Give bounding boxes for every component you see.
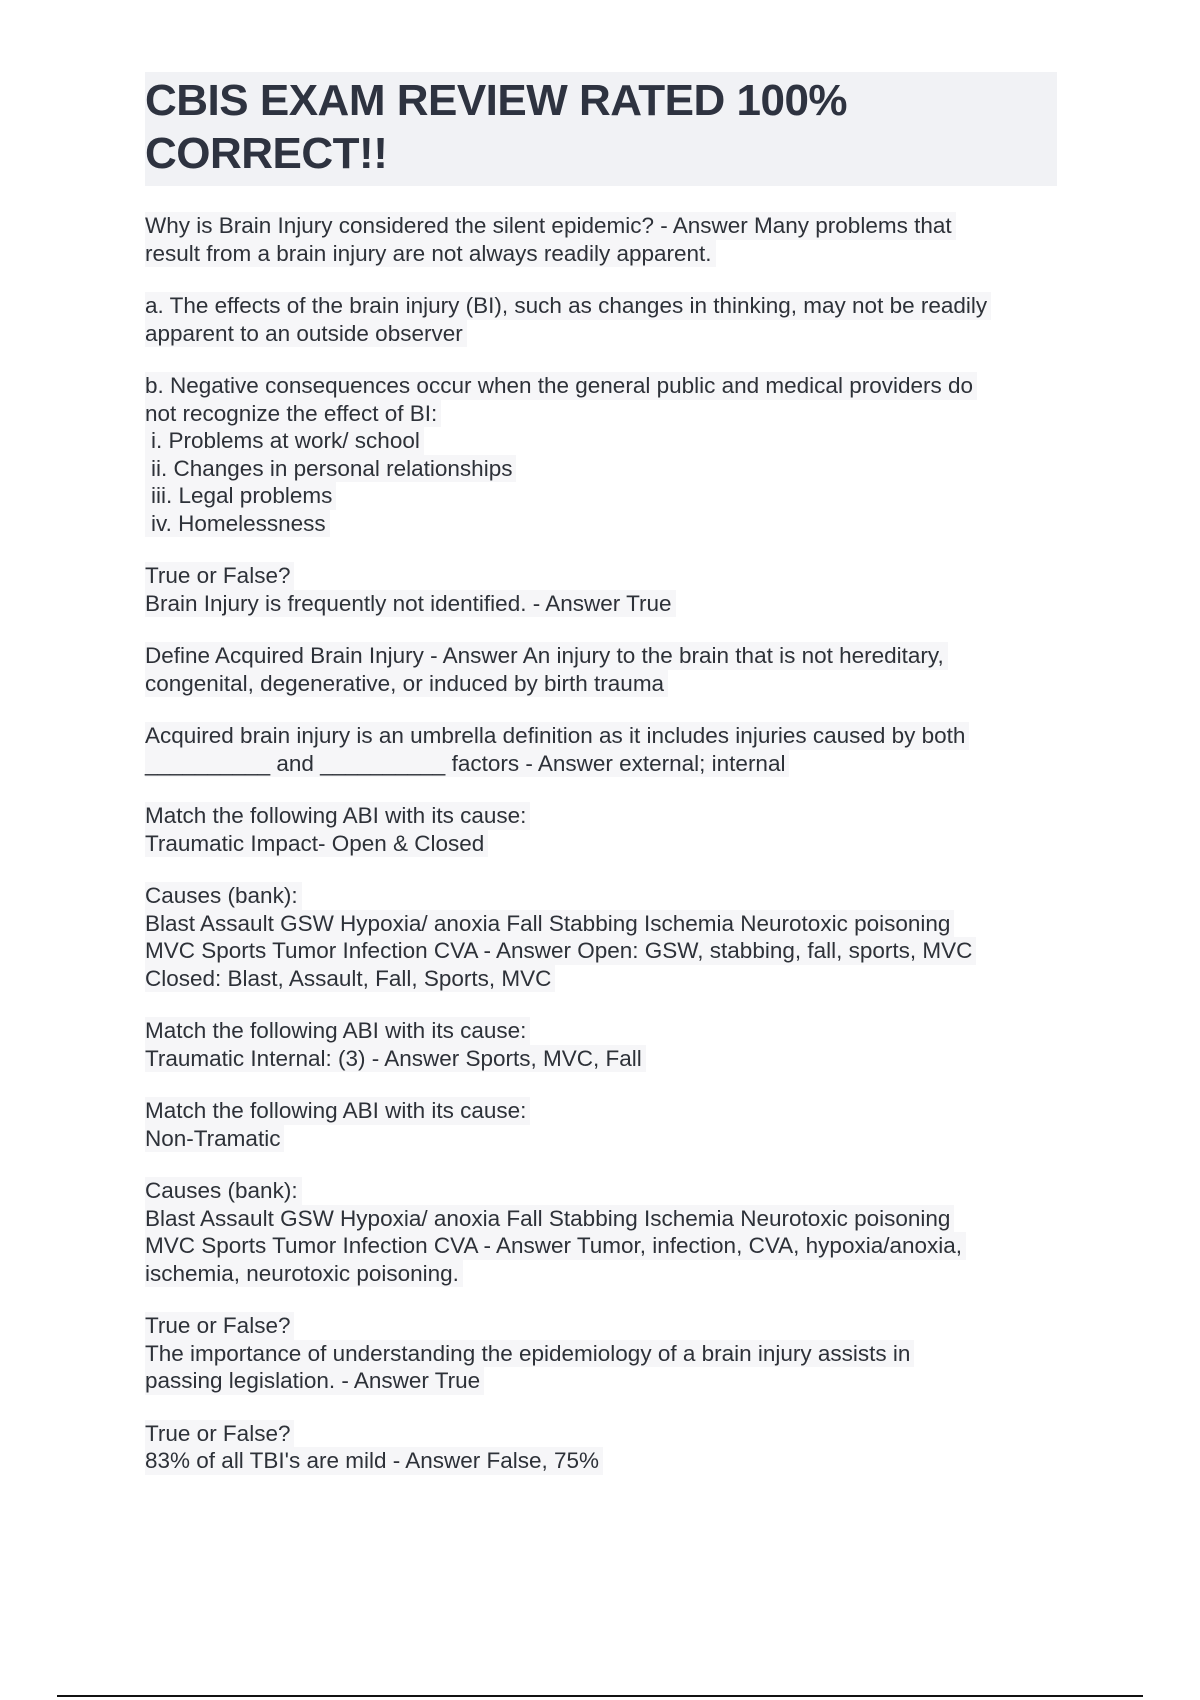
text-line: not recognize the effect of BI: bbox=[145, 400, 441, 428]
qa-block bbox=[145, 722, 1057, 777]
text-line: Causes (bank): bbox=[145, 1177, 302, 1205]
qa-block bbox=[145, 1420, 1057, 1475]
qa-block bbox=[145, 1312, 1057, 1395]
qa-block bbox=[145, 1097, 1057, 1152]
text-line: ischemia, neurotoxic poisoning. bbox=[145, 1260, 463, 1288]
text-line: apparent to an outside observer bbox=[145, 320, 467, 348]
qa-block bbox=[145, 1017, 1057, 1072]
title-box bbox=[145, 72, 1057, 186]
text-line: Define Acquired Brain Injury - Answer An injury to the brain that is not hereditary, bbox=[145, 642, 948, 670]
page-bottom-rule bbox=[57, 1695, 1143, 1697]
text-line: True or False? bbox=[145, 1312, 294, 1340]
text-line: Blast Assault GSW Hypoxia/ anoxia Fall Stabbing Ischemia Neurotoxic poisoning bbox=[145, 1205, 954, 1233]
qa-block bbox=[145, 292, 1057, 347]
qa-block bbox=[145, 802, 1057, 857]
text-line: passing legislation. - Answer True bbox=[145, 1367, 484, 1395]
qa-block bbox=[145, 882, 1057, 992]
text-line: Match the following ABI with its cause: bbox=[145, 1017, 530, 1045]
qa-block bbox=[145, 562, 1057, 617]
text-line: congenital, degenerative, or induced by birth trauma bbox=[145, 670, 668, 698]
qa-block bbox=[145, 372, 1057, 537]
text-line: MVC Sports Tumor Infection CVA - Answer Open: GSW, stabbing, fall, sports, MVC bbox=[145, 937, 976, 965]
text-line: MVC Sports Tumor Infection CVA - Answer Tumor, infection, CVA, hypoxia/anoxia, bbox=[145, 1232, 966, 1260]
text-line: Match the following ABI with its cause: bbox=[145, 802, 530, 830]
qa-block bbox=[145, 212, 1057, 267]
text-line: Match the following ABI with its cause: bbox=[145, 1097, 530, 1125]
qa-block bbox=[145, 642, 1057, 697]
text-line: True or False? bbox=[145, 1420, 294, 1448]
text-line: b. Negative consequences occur when the general public and medical providers do bbox=[145, 372, 977, 400]
qa-block bbox=[145, 1177, 1057, 1287]
text-line: __________ and __________ factors - Answer external; internal bbox=[145, 750, 789, 778]
text-line: Closed: Blast, Assault, Fall, Sports, MVC bbox=[145, 965, 555, 993]
text-line: Blast Assault GSW Hypoxia/ anoxia Fall Stabbing Ischemia Neurotoxic poisoning bbox=[145, 910, 954, 938]
text-line: The importance of understanding the epidemiology of a brain injury assists in bbox=[145, 1340, 914, 1368]
document-title bbox=[145, 74, 1053, 180]
list-item: iii. Legal problems bbox=[145, 482, 336, 510]
list-item: i. Problems at work/ school bbox=[145, 427, 424, 455]
text-line: Brain Injury is frequently not identified. - Answer True bbox=[145, 590, 676, 618]
text-line: Causes (bank): bbox=[145, 882, 302, 910]
list-item: iv. Homelessness bbox=[145, 510, 330, 538]
title-line: CBIS EXAM REVIEW RATED 100% bbox=[145, 76, 848, 125]
text-line: Traumatic Impact- Open & Closed bbox=[145, 830, 488, 858]
text-line: Why is Brain Injury considered the silent epidemic? - Answer Many problems that bbox=[145, 212, 956, 240]
text-line: Acquired brain injury is an umbrella definition as it includes injuries caused by both bbox=[145, 722, 969, 750]
text-line: a. The effects of the brain injury (BI), such as changes in thinking, may not be readily bbox=[145, 292, 991, 320]
title-line: CORRECT!! bbox=[145, 129, 388, 178]
text-line: True or False? bbox=[145, 562, 294, 590]
text-line: Traumatic Internal: (3) - Answer Sports, MVC, Fall bbox=[145, 1045, 646, 1073]
text-line: Non-Tramatic bbox=[145, 1125, 284, 1153]
document-page bbox=[145, 72, 1057, 1500]
text-line: 83% of all TBI's are mild - Answer False, 75% bbox=[145, 1447, 603, 1475]
text-line: result from a brain injury are not always readily apparent. bbox=[145, 240, 716, 268]
list-item: ii. Changes in personal relationships bbox=[145, 455, 516, 483]
